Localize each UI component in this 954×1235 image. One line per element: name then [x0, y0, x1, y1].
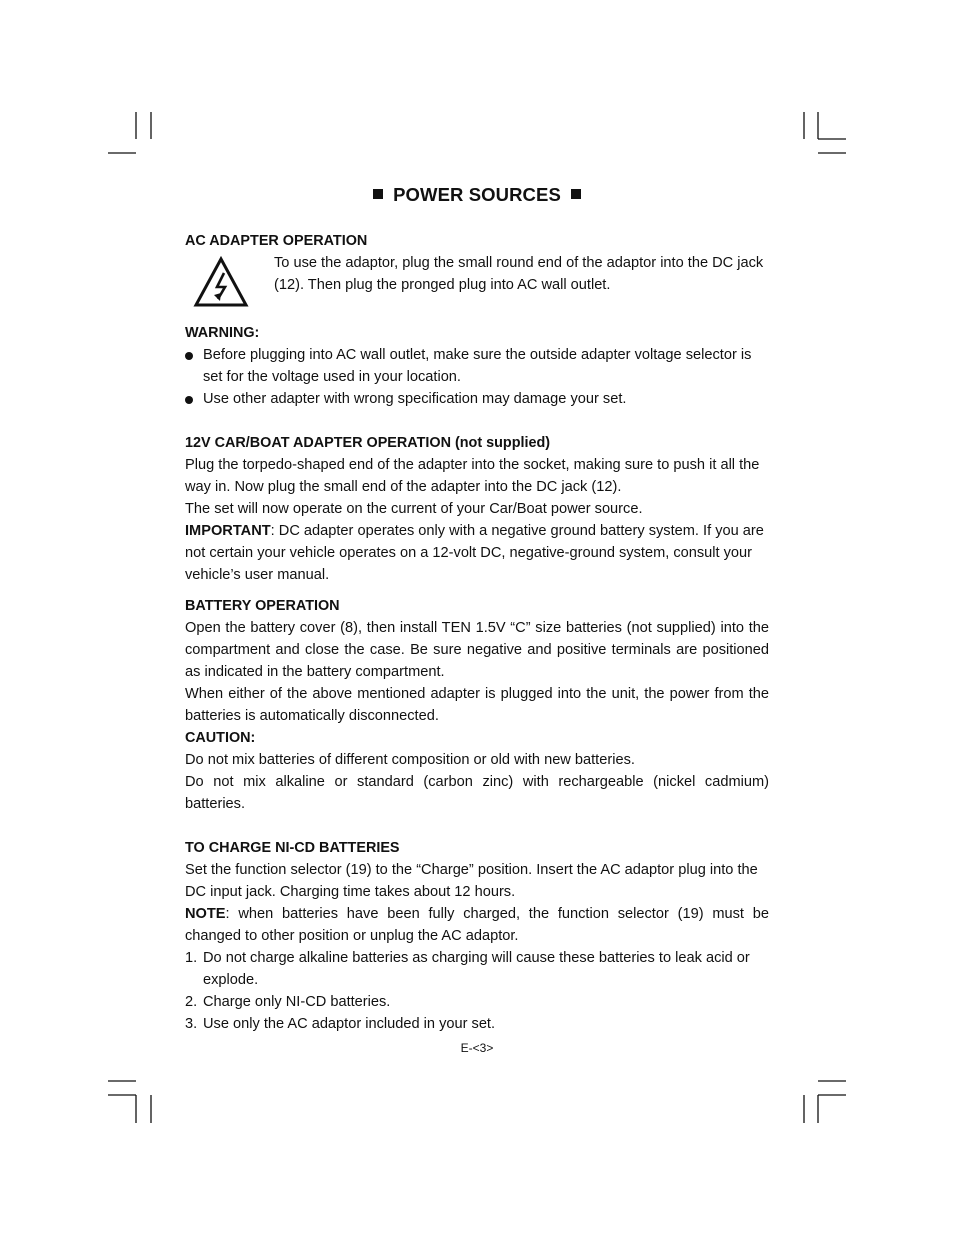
note-label: NOTE — [185, 906, 226, 922]
square-bullet-icon — [373, 189, 383, 199]
caution-paragraph: Do not mix alkaline or standard (carbon zinc) with rechargeable (nickel cadmium) batteries. — [185, 774, 769, 812]
high-voltage-warning-icon — [193, 256, 249, 308]
warning-heading: WARNING: — [185, 325, 260, 341]
warning-list — [185, 344, 769, 410]
nicd-heading: TO CHARGE NI-CD BATTERIES — [185, 840, 400, 856]
square-bullet-icon — [571, 189, 581, 199]
list-item: Before plugging into AC wall outlet, make sure the outside adapter voltage selector is set for the voltage used in your location. — [185, 344, 769, 388]
bullet-dot-icon — [185, 352, 193, 360]
important-label: IMPORTANT — [185, 523, 271, 539]
note-paragraph: NOTE: when batteries have been fully charged, the function selector (19) must be changed to other position or unplug the AC adaptor. — [185, 906, 769, 944]
document-body — [185, 230, 769, 1035]
page-title: POWER SOURCES — [393, 184, 561, 205]
ac-adapter-block — [185, 252, 769, 322]
battery-paragraph: When either of the above mentioned adapter is plugged into the unit, the power from the batteries is automatically disconnected. — [185, 686, 769, 724]
list-item: 1. Do not charge alkaline batteries as charging will cause these batteries to leak acid or explode. — [185, 950, 750, 988]
important-paragraph: IMPORTANT: DC adapter operates only with a negative ground battery system. If you are not certain your vehicle operates on a 12-volt DC, negative-ground system, consult your vehicle’s user manual. — [185, 523, 764, 583]
ac-adapter-heading: AC ADAPTER OPERATION — [185, 233, 368, 249]
caution-paragraph: Do not mix batteries of different composition or old with new batteries. — [185, 752, 635, 768]
battery-heading: BATTERY OPERATION — [185, 598, 340, 614]
car-adapter-heading: 12V CAR/BOAT ADAPTER OPERATION (not supplied) — [185, 435, 551, 451]
car-adapter-paragraph: The set will now operate on the current of your Car/Boat power source. — [185, 501, 643, 517]
bullet-dot-icon — [185, 396, 193, 404]
battery-paragraph: Open the battery cover (8), then install TEN 1.5V “C” size batteries (not supplied) into the compartment and close the case. Be sure negative and positive terminals are positioned as indicated in the battery compartment. — [185, 620, 769, 680]
car-adapter-paragraph: Plug the torpedo-shaped end of the adapter into the socket, making sure to push it all the way in. Now plug the small end of the adapter into the DC jack (12). — [185, 457, 760, 495]
list-item: 3. Use only the AC adaptor included in your set. — [185, 1016, 496, 1032]
list-item: Use other adapter with wrong specification may damage your set. — [185, 388, 769, 410]
nicd-paragraph: Set the function selector (19) to the “Charge” position. Insert the AC adaptor plug into the DC input jack. Charging time takes about 12 hours. — [185, 862, 758, 900]
nicd-list — [185, 947, 769, 1035]
caution-heading: CAUTION: — [185, 730, 256, 746]
ac-adapter-text: To use the adaptor, plug the small round end of the adaptor into the DC jack (12). Then plug the pronged plug into AC wall outlet. — [274, 255, 764, 293]
page-title-row — [0, 184, 954, 206]
page-number: E-<3> — [460, 1041, 494, 1055]
list-item: 2. Charge only NI-CD batteries. — [185, 994, 391, 1010]
